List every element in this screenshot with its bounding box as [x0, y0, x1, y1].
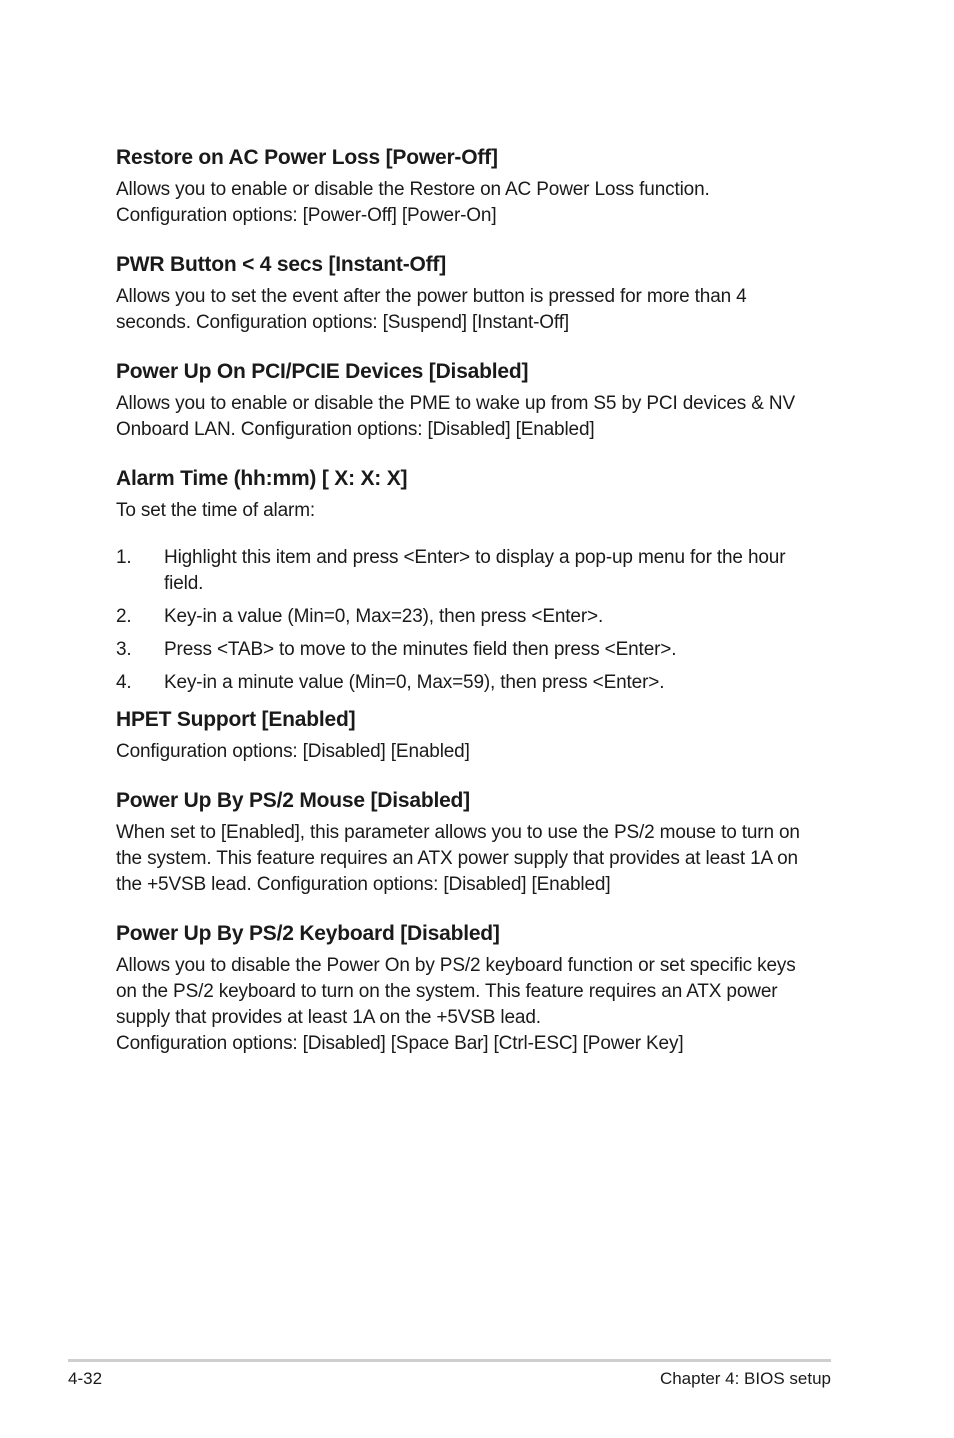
list-item — [116, 670, 836, 696]
body-line: Allows you to enable or disable the PME to wake up from S5 by PCI devices & NV — [116, 393, 795, 414]
section-heading: Power Up By PS/2 Mouse [Disabled] — [116, 789, 470, 812]
page-number: 4-32 — [68, 1369, 103, 1388]
body-line: supply that provides at least 1A on the +5VSB lead. — [116, 1007, 541, 1028]
list-item — [116, 545, 836, 597]
step-text: field. — [164, 573, 204, 594]
body-line: Allows you to set the event after the power button is pressed for more than 4 — [116, 286, 747, 307]
section-heading: HPET Support [Enabled] — [116, 708, 356, 731]
section-heading: Restore on AC Power Loss [Power-Off] — [116, 146, 498, 169]
body-line: Configuration options: [Power-Off] [Power-On] — [116, 205, 497, 226]
body-line: Configuration options: [Disabled] [Enabled] — [116, 741, 470, 762]
body-line: Onboard LAN. Configuration options: [Disabled] [Enabled] — [116, 419, 595, 440]
section-heading: Power Up By PS/2 Keyboard [Disabled] — [116, 922, 500, 945]
page-content — [116, 144, 836, 1079]
body-line: the +5VSB lead. Configuration options: [Disabled] [Enabled] — [116, 874, 611, 895]
section-restore-ac-power-loss — [116, 144, 836, 229]
step-text: Highlight this item and press <Enter> to display a pop-up menu for the hour — [164, 547, 786, 568]
section-alarm-time — [116, 465, 836, 696]
section-pwr-button — [116, 251, 836, 336]
section-ps2-mouse — [116, 787, 836, 898]
body-line: Allows you to enable or disable the Restore on AC Power Loss function. — [116, 179, 710, 200]
section-body — [116, 284, 836, 336]
step-number: 3. — [116, 639, 132, 660]
section-body — [116, 391, 836, 443]
step-number: 1. — [116, 547, 132, 568]
section-heading: Alarm Time (hh:mm) [ X: X: X] — [116, 467, 408, 490]
step-number: 2. — [116, 606, 132, 627]
body-line: the system. This feature requires an ATX power supply that provides at least 1A on — [116, 848, 798, 869]
section-heading: PWR Button < 4 secs [Instant-Off] — [116, 253, 446, 276]
section-body — [116, 820, 836, 898]
body-line: Allows you to disable the Power On by PS/2 keyboard function or set specific keys — [116, 955, 796, 976]
steps-list — [116, 545, 836, 696]
list-item — [116, 604, 836, 630]
section-intro: To set the time of alarm: — [116, 500, 315, 521]
section-hpet-support — [116, 706, 836, 765]
section-ps2-keyboard — [116, 920, 836, 1057]
body-line: on the PS/2 keyboard to turn on the system. This feature requires an ATX power — [116, 981, 778, 1002]
section-body — [116, 739, 836, 765]
step-text: Key-in a minute value (Min=0, Max=59), then press <Enter>. — [164, 672, 665, 693]
chapter-title: Chapter 4: BIOS setup — [659, 1369, 831, 1388]
step-number: 4. — [116, 672, 132, 693]
step-text: Press <TAB> to move to the minutes field then press <Enter>. — [164, 639, 677, 660]
section-body — [116, 953, 836, 1057]
body-line: When set to [Enabled], this parameter allows you to use the PS/2 mouse to turn on — [116, 822, 800, 843]
footer-divider — [68, 1359, 831, 1362]
section-power-up-pci — [116, 358, 836, 443]
body-line: Configuration options: [Disabled] [Space Bar] [Ctrl-ESC] [Power Key] — [116, 1033, 684, 1054]
section-body — [116, 177, 836, 229]
step-text: Key-in a value (Min=0, Max=23), then press <Enter>. — [164, 606, 604, 627]
body-line: seconds. Configuration options: [Suspend] [Instant-Off] — [116, 312, 569, 333]
section-heading: Power Up On PCI/PCIE Devices [Disabled] — [116, 360, 529, 383]
list-item — [116, 637, 836, 663]
